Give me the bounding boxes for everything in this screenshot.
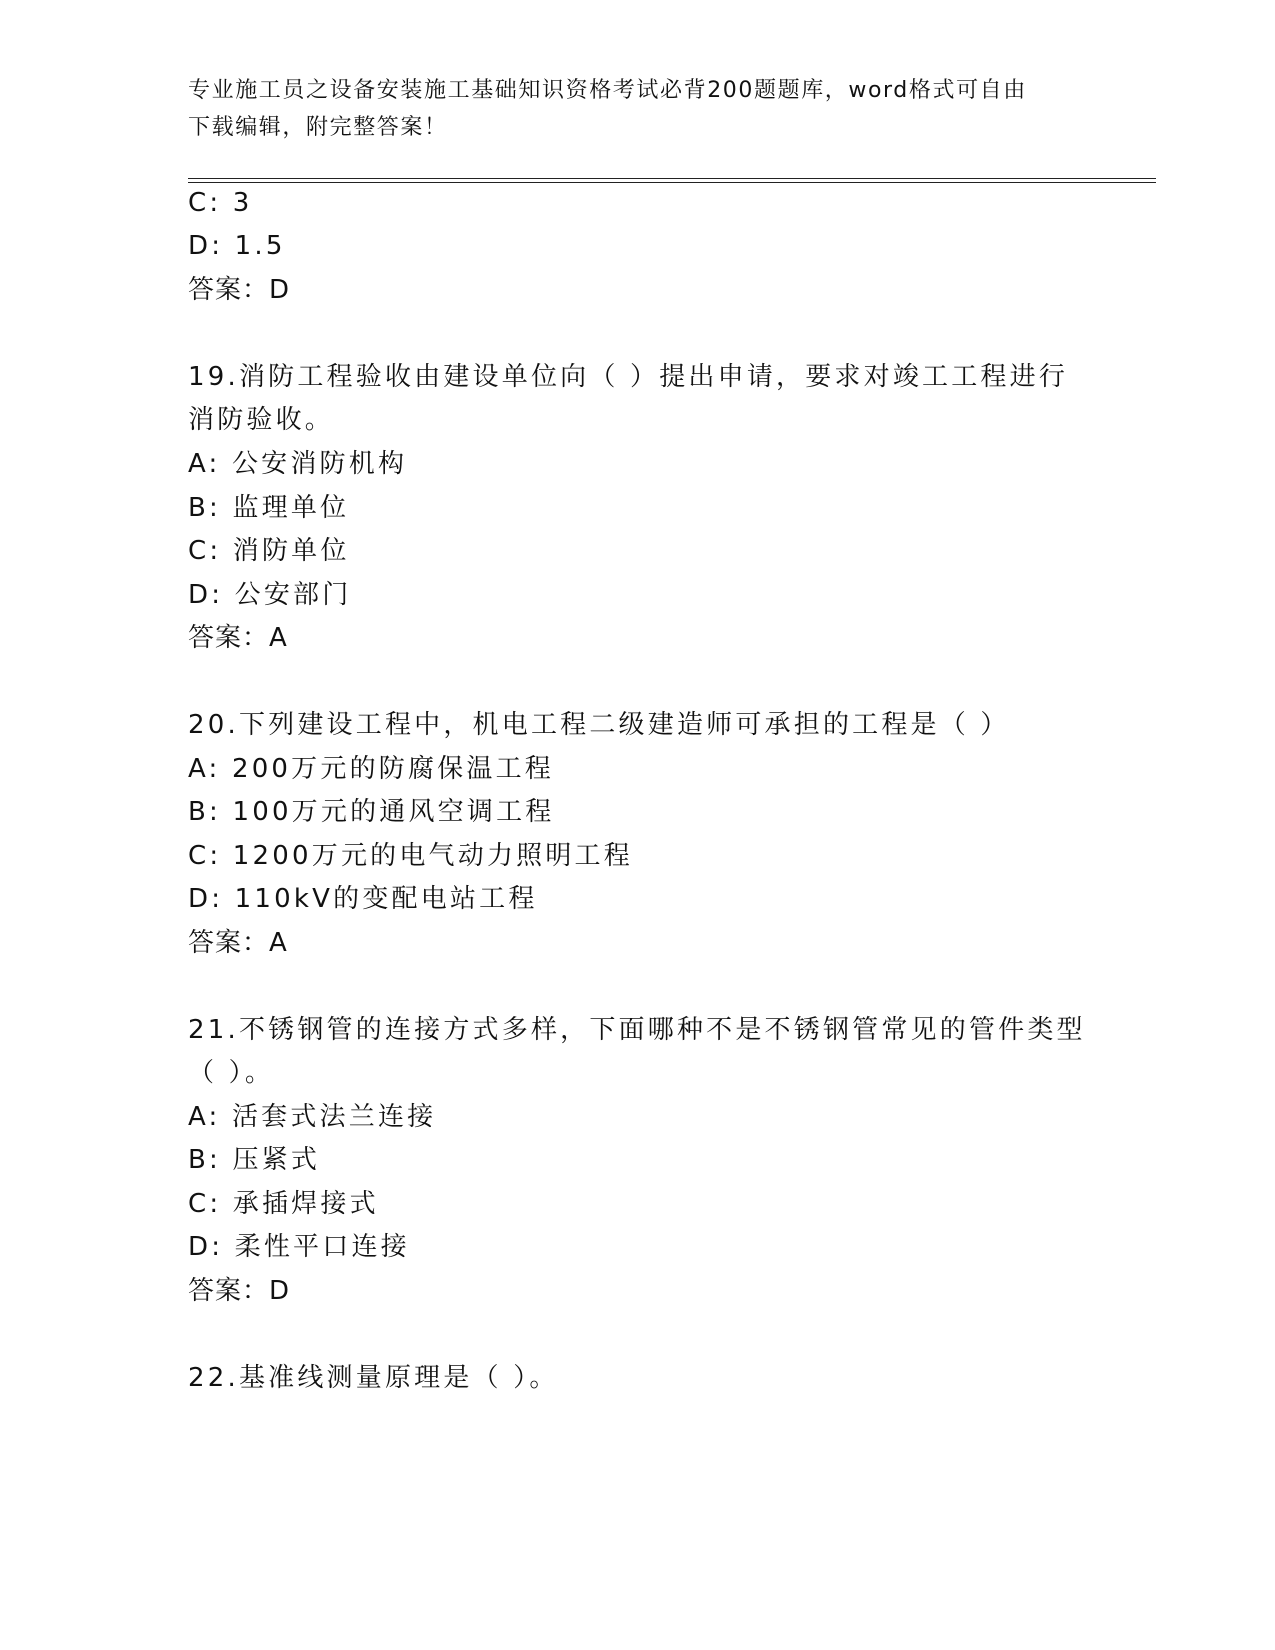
answer-line: 答案：A — [188, 623, 288, 653]
header-double-rule — [188, 178, 1156, 185]
answer-line: 答案：A — [188, 928, 288, 958]
question-stem: 22.基准线测量原理是（ ）。 — [188, 1363, 559, 1393]
option-b: B: 100万元的通风空调工程 — [188, 797, 555, 827]
option-d: D: 柔性平口连接 — [188, 1232, 410, 1262]
option-c: C: 1200万元的电气动力照明工程 — [188, 841, 633, 871]
option-d: D: 公安部门 — [188, 580, 352, 610]
question-stem: 20.下列建设工程中，机电工程二级建造师可承担的工程是（ ） — [188, 710, 1010, 740]
option-a: A: 公安消防机构 — [188, 449, 408, 479]
header-rule-line — [188, 178, 1156, 179]
question-stem-continued: （ ）。 — [188, 1058, 275, 1088]
answer-line: 答案：D — [188, 275, 291, 305]
header-title-line-2: 下载编辑，附完整答案！ — [188, 115, 448, 140]
option-c: C: 承插焊接式 — [188, 1189, 379, 1219]
option-d: D: 1.5 — [188, 231, 286, 261]
option-b: B: 压紧式 — [188, 1145, 321, 1175]
option-c: C: 3 — [188, 188, 253, 218]
question-stem-continued: 消防验收。 — [188, 405, 335, 435]
page-header — [188, 72, 1088, 146]
question-stem: 21.不锈钢管的连接方式多样，下面哪种不是不锈钢管常见的管件类型 — [188, 1015, 1086, 1045]
header-title-line-1: 专业施工员之设备安装施工基础知识资格考试必背200题题库，word格式可自由 — [188, 78, 1027, 103]
answer-line: 答案：D — [188, 1276, 291, 1306]
question-stem: 19.消防工程验收由建设单位向（ ）提出申请，要求对竣工工程进行 — [188, 362, 1069, 392]
option-d: D: 110kV的变配电站工程 — [188, 884, 538, 914]
header-rule-line — [188, 182, 1156, 183]
option-b: B: 监理单位 — [188, 493, 350, 523]
option-c: C: 消防单位 — [188, 536, 350, 566]
option-a: A: 200万元的防腐保温工程 — [188, 754, 554, 784]
option-a: A: 活套式法兰连接 — [188, 1102, 437, 1132]
